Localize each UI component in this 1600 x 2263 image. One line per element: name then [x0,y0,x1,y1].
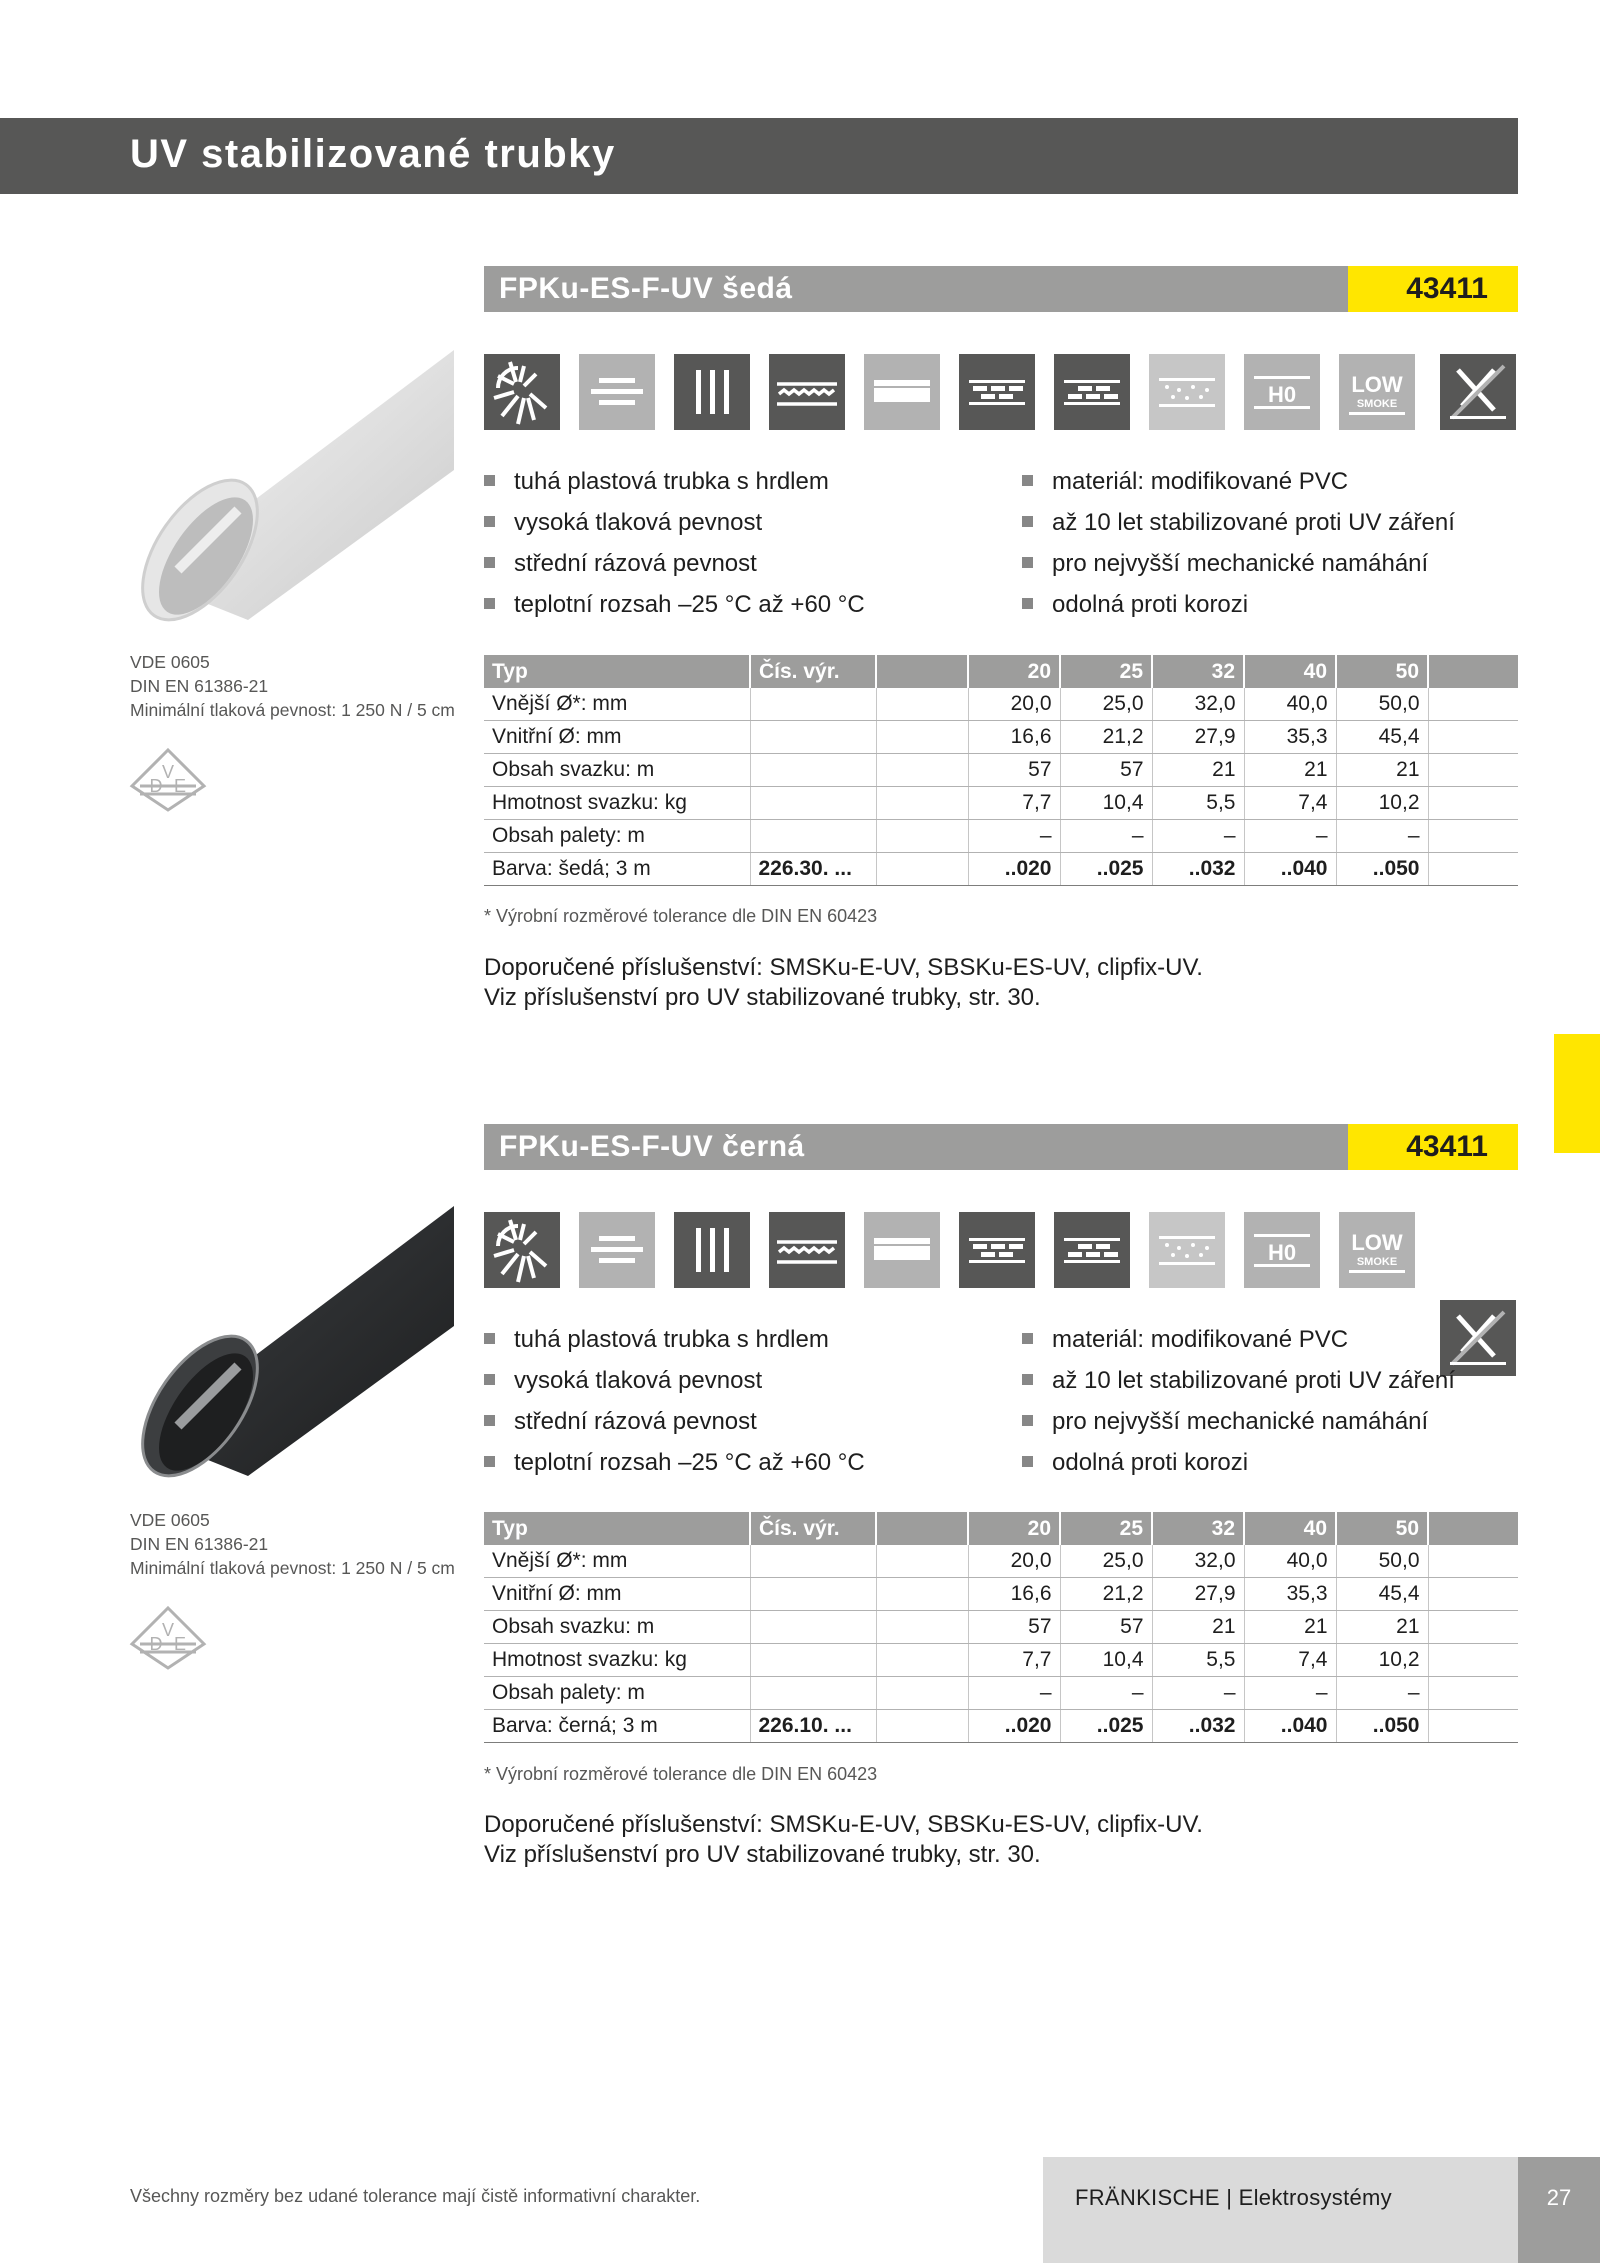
standard-vde: VDE 0605 [130,652,210,672]
table-cell: 45,4 [1336,721,1428,754]
table-cell [750,754,876,787]
table-cell: 20,0 [968,1545,1060,1578]
accessories-note [484,1810,1203,1870]
concrete-icon [1149,354,1225,430]
product-name: FPKu-ES-F-UV šedá [499,272,793,305]
table-cell [750,1578,876,1611]
product-standards [130,1508,460,1580]
column-header: 32 [1152,655,1244,688]
brand-name: FRÄNKISCHE | Elektrosystémy [1075,2185,1392,2210]
table-cell [876,688,968,721]
table-cell: 21 [1244,1611,1336,1644]
table-cell: ..050 [1336,853,1428,886]
table-cell [750,1644,876,1677]
footer-note: Všechny rozměry bez udané tolerance mají čistě informativní charakter. [130,2186,701,2206]
table-cell: Obsah svazku: m [484,754,750,787]
table-cell [750,1545,876,1578]
vertical-lines-icon [674,354,750,430]
property-icons [484,1212,1518,1290]
table-row [484,1578,1518,1611]
table-cell [1428,1545,1518,1578]
svg-text:V: V [161,1620,175,1640]
feature-item: vysoká tlaková pevnost [484,1367,762,1395]
table-cell: 5,5 [1152,787,1244,820]
column-header: 40 [1244,655,1336,688]
table-cell: 32,0 [1152,1545,1244,1578]
product-name: FPKu-ES-F-UV černá [499,1130,805,1163]
table-cell [876,1611,968,1644]
table-cell: – [1336,820,1428,853]
column-header: 32 [1152,1512,1244,1545]
product-code: 43411 [1348,266,1518,312]
table-cell: 7,4 [1244,1644,1336,1677]
table-cell: 21 [1244,754,1336,787]
section-tab[interactable] [1554,1034,1600,1153]
table-cell [876,1545,968,1578]
feature-item: střední rázová pevnost [484,550,757,578]
no-tools-icon [1440,1300,1516,1376]
table-cell: Vnitřní Ø: mm [484,1578,750,1611]
column-header: 25 [1060,655,1152,688]
feature-item: tuhá plastová trubka s hrdlem [484,468,829,496]
tolerance-footnote: * Výrobní rozměrové tolerance dle DIN EN 60423 [484,906,878,926]
masonry-flush-icon [1054,1212,1130,1288]
no-tools-icon [1440,354,1516,430]
table-cell: 21,2 [1060,721,1152,754]
table-cell: 10,4 [1060,1644,1152,1677]
accessories-note [484,953,1203,1013]
column-header [876,655,968,688]
table-cell [1428,1677,1518,1710]
low-smoke-label-top: LOW [1351,1230,1403,1255]
property-icons [484,354,1518,432]
table-cell: 226.30. ... [750,853,876,886]
feature-item: tuhá plastová trubka s hrdlem [484,1326,829,1354]
table-row [484,853,1518,886]
table-cell: – [968,1677,1060,1710]
svg-text:V: V [161,762,175,782]
table-cell [876,1677,968,1710]
column-header: 40 [1244,1512,1336,1545]
column-header: 50 [1336,655,1428,688]
feature-item: střední rázová pevnost [484,1408,757,1436]
table-cell: Hmotnost svazku: kg [484,787,750,820]
table-cell: 16,6 [968,1578,1060,1611]
product-image-gray-tube [128,350,454,650]
table-cell: 57 [968,754,1060,787]
table-cell: – [1060,1677,1152,1710]
table-cell: ..040 [1244,853,1336,886]
table-row [484,754,1518,787]
table-cell [876,1578,968,1611]
table-cell: 25,0 [1060,688,1152,721]
table-row [484,1677,1518,1710]
table-cell: ..025 [1060,853,1152,886]
table-cell: – [1060,820,1152,853]
table-cell: ..020 [968,853,1060,886]
table-row [484,1644,1518,1677]
table-cell: Vnitřní Ø: mm [484,721,750,754]
compression-strength: Minimální tlaková pevnost: 1 250 N / 5 cm [130,1558,455,1578]
page-header [0,118,1518,194]
low-smoke-icon [1339,354,1415,430]
table-cell: 35,3 [1244,721,1336,754]
table-cell: Barva: černá; 3 m [484,1710,750,1743]
concealed-plaster-icon [769,1212,845,1288]
accessories-line: Viz příslušenství pro UV stabilizované trubky, str. 30. [484,984,1041,1011]
table-cell [876,787,968,820]
svg-text:D: D [149,776,163,796]
halogen-free-icon [1244,354,1320,430]
table-cell: 50,0 [1336,688,1428,721]
table-cell [1428,820,1518,853]
masonry-flush-icon [1054,354,1130,430]
masonry-icon [959,354,1035,430]
table-cell: 7,7 [968,1644,1060,1677]
table-cell: 10,4 [1060,787,1152,820]
table-cell: 16,6 [968,721,1060,754]
column-header [1428,1512,1518,1545]
table-cell: – [968,820,1060,853]
table-row [484,1545,1518,1578]
table-cell [876,754,968,787]
table-row [484,688,1518,721]
table-cell [876,1710,968,1743]
table-row [484,1611,1518,1644]
table-row [484,721,1518,754]
table-cell: 32,0 [1152,688,1244,721]
feature-item: odolná proti korozi [1022,1449,1248,1477]
table-cell: 35,3 [1244,1578,1336,1611]
table-cell: Obsah palety: m [484,820,750,853]
table-cell: 25,0 [1060,1545,1152,1578]
table-cell: – [1152,1677,1244,1710]
table-cell: Hmotnost svazku: kg [484,1644,750,1677]
table-cell: ..040 [1244,1710,1336,1743]
feature-item: pro nejvyšší mechanické namáhání [1022,550,1428,578]
vertical-lines-icon [674,1212,750,1288]
table-cell: 10,2 [1336,787,1428,820]
compression-strength: Minimální tlaková pevnost: 1 250 N / 5 cm [130,700,455,720]
accessories-line: Doporučené příslušenství: SMSKu-E-UV, SBSKu-ES-UV, clipfix-UV. [484,1811,1203,1838]
feature-item: materiál: modifikované PVC [1022,1326,1348,1354]
solid-wall-icon [864,1212,940,1288]
table-row [484,787,1518,820]
table-cell: Barva: šedá; 3 m [484,853,750,886]
table-cell: ..050 [1336,1710,1428,1743]
table-cell: 40,0 [1244,1545,1336,1578]
product-image-black-tube [128,1206,454,1506]
table-cell [1428,1578,1518,1611]
table-cell: 21,2 [1060,1578,1152,1611]
table-row [484,820,1518,853]
table-cell: 27,9 [1152,1578,1244,1611]
feature-item: odolná proti korozi [1022,591,1248,619]
column-header: 25 [1060,1512,1152,1545]
table-cell: Vnější Ø*: mm [484,1545,750,1578]
feature-item: teplotní rozsah –25 °C až +60 °C [484,1449,865,1477]
halogen-free-label: H0 [1267,382,1297,407]
table-cell: 20,0 [968,688,1060,721]
table-cell [1428,688,1518,721]
table-cell: 5,5 [1152,1644,1244,1677]
table-cell: Obsah svazku: m [484,1611,750,1644]
table-cell: Obsah palety: m [484,1677,750,1710]
table-cell: 50,0 [1336,1545,1428,1578]
table-cell: 45,4 [1336,1578,1428,1611]
low-smoke-label-bottom: SMOKE [1356,1256,1398,1268]
column-header: 50 [1336,1512,1428,1545]
table-cell [876,853,968,886]
feature-item: teplotní rozsah –25 °C až +60 °C [484,591,865,619]
table-cell: 7,4 [1244,787,1336,820]
table-cell: 21 [1152,1611,1244,1644]
product-code: 43411 [1348,1124,1518,1170]
table-cell: 27,9 [1152,721,1244,754]
page-number: 27 [1546,2185,1572,2210]
footer-brand [1043,2157,1518,2263]
table-cell: ..032 [1152,853,1244,886]
svg-text:D: D [149,1634,163,1654]
page-number-box [1518,2157,1600,2263]
column-header: 20 [968,655,1060,688]
feature-item: pro nejvyšší mechanické namáhání [1022,1408,1428,1436]
table-cell [1428,787,1518,820]
feature-item: až 10 let stabilizované proti UV záření [1022,509,1455,537]
low-smoke-label-top: LOW [1351,372,1403,397]
table-cell: 21 [1152,754,1244,787]
table-cell [750,787,876,820]
table-cell [750,1677,876,1710]
table-cell: – [1152,820,1244,853]
table-cell: 57 [968,1611,1060,1644]
table-cell [750,688,876,721]
table-cell: 57 [1060,1611,1152,1644]
vde-logo-icon [128,746,208,814]
surface-mount-icon [579,1212,655,1288]
low-smoke-icon [1339,1212,1415,1288]
table-cell [750,820,876,853]
table-cell [750,721,876,754]
table-cell: Vnější Ø*: mm [484,688,750,721]
table-cell: ..032 [1152,1710,1244,1743]
page-title: UV stabilizované trubky [130,132,616,176]
table-cell: – [1244,820,1336,853]
accessories-line: Viz příslušenství pro UV stabilizované trubky, str. 30. [484,1841,1041,1868]
table-cell [1428,853,1518,886]
masonry-icon [959,1212,1035,1288]
table-cell [1428,1710,1518,1743]
table-cell: 226.10. ... [750,1710,876,1743]
table-cell: ..020 [968,1710,1060,1743]
vde-logo-icon [128,1604,208,1672]
table-cell: ..025 [1060,1710,1152,1743]
tolerance-footnote: * Výrobní rozměrové tolerance dle DIN EN 60423 [484,1764,878,1784]
svg-text:E: E [173,1634,187,1654]
column-header: Čís. výr. [750,1512,876,1545]
uv-sun-icon [484,1212,560,1288]
feature-item: až 10 let stabilizované proti UV záření [1022,1367,1455,1395]
concealed-plaster-icon [769,354,845,430]
table-cell [876,1644,968,1677]
solid-wall-icon [864,354,940,430]
table-cell: 21 [1336,1611,1428,1644]
svg-text:E: E [173,776,187,796]
table-cell [876,820,968,853]
table-cell: – [1336,1677,1428,1710]
table-cell: 7,7 [968,787,1060,820]
feature-item: vysoká tlaková pevnost [484,509,762,537]
table-cell [750,1611,876,1644]
accessories-line: Doporučené příslušenství: SMSKu-E-UV, SBSKu-ES-UV, clipfix-UV. [484,954,1203,981]
table-cell [1428,721,1518,754]
spec-table [484,655,1518,886]
column-header: Čís. výr. [750,655,876,688]
standard-vde: VDE 0605 [130,1510,210,1530]
concrete-icon [1149,1212,1225,1288]
uv-sun-icon [484,354,560,430]
table-cell: 40,0 [1244,688,1336,721]
product-standards [130,650,460,722]
table-cell: 10,2 [1336,1644,1428,1677]
column-header: 20 [968,1512,1060,1545]
table-cell [876,721,968,754]
product-title-bar [484,266,1518,312]
standard-din: DIN EN 61386-21 [130,676,269,696]
table-cell [1428,754,1518,787]
table-header-row [484,1512,1518,1545]
column-header [876,1512,968,1545]
feature-item: materiál: modifikované PVC [1022,468,1348,496]
column-header [1428,655,1518,688]
halogen-free-label: H0 [1267,1240,1297,1265]
table-cell: 21 [1336,754,1428,787]
table-cell: 57 [1060,754,1152,787]
column-header: Typ [484,1512,750,1545]
halogen-free-icon [1244,1212,1320,1288]
table-header-row [484,655,1518,688]
low-smoke-label-bottom: SMOKE [1356,398,1398,410]
table-row [484,1710,1518,1743]
column-header: Typ [484,655,750,688]
standard-din: DIN EN 61386-21 [130,1534,269,1554]
surface-mount-icon [579,354,655,430]
table-cell [1428,1611,1518,1644]
product-title-bar [484,1124,1518,1170]
table-cell [1428,1644,1518,1677]
spec-table [484,1512,1518,1743]
table-cell: – [1244,1677,1336,1710]
